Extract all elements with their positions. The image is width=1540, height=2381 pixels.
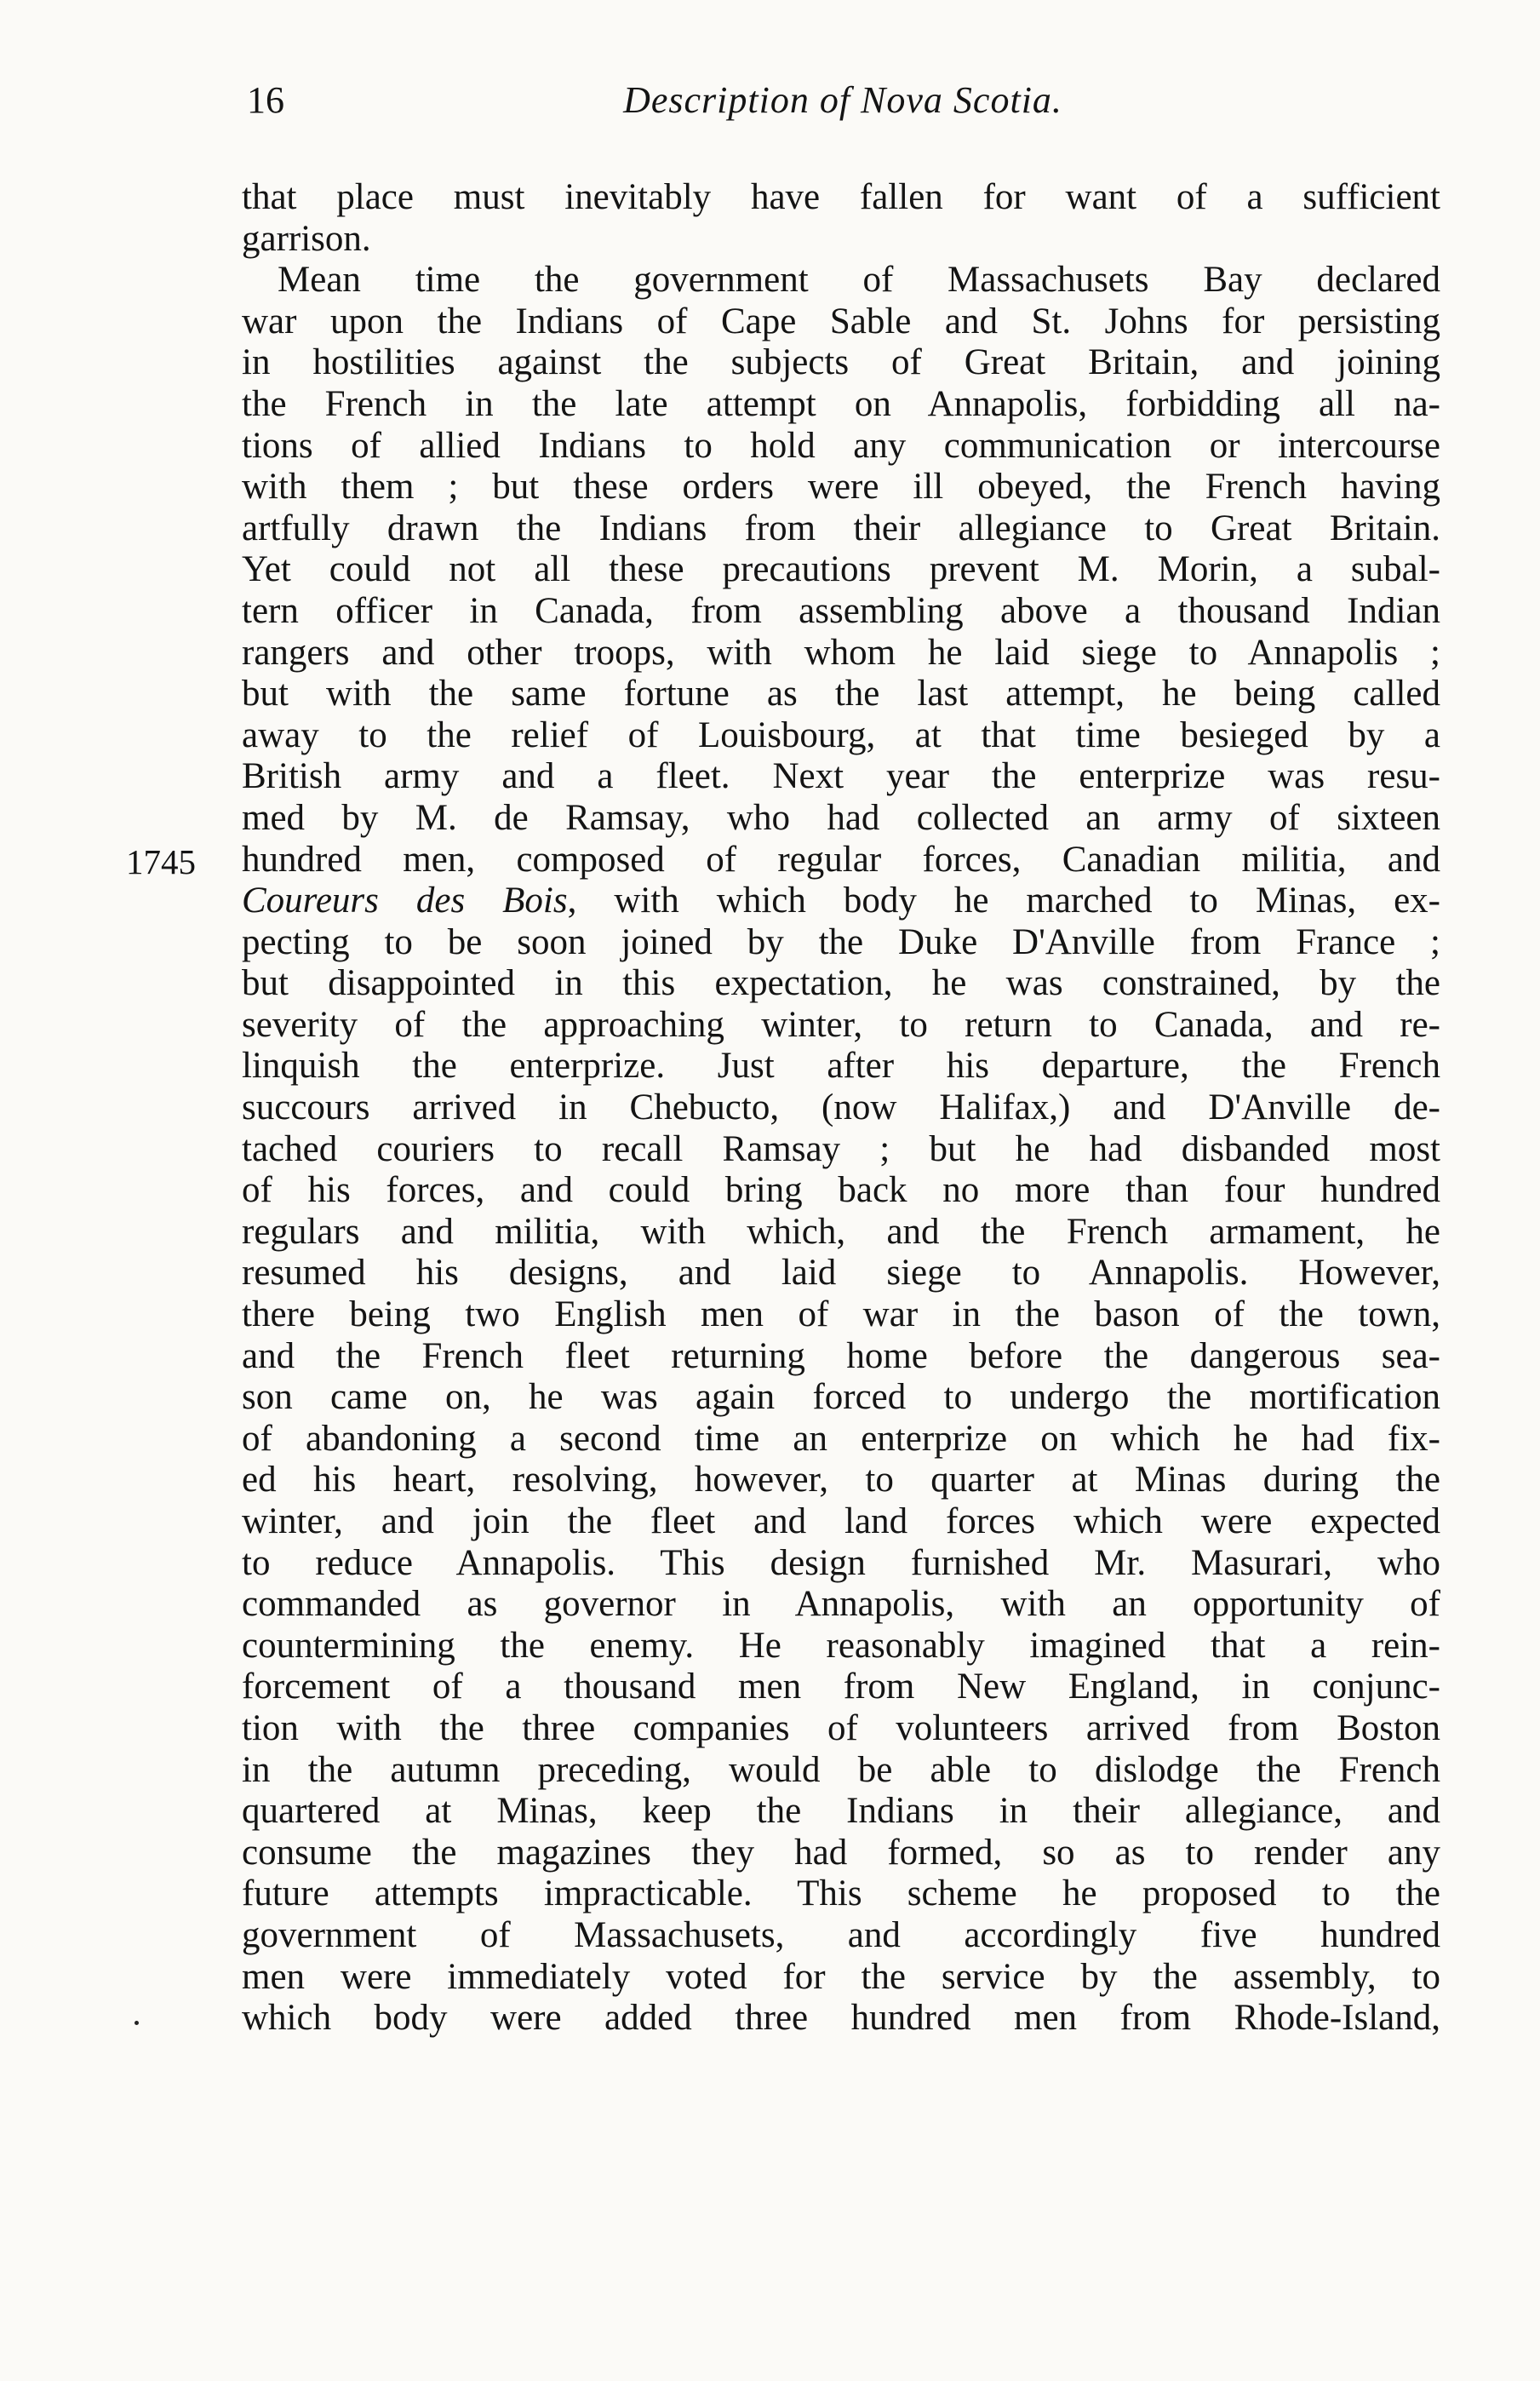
text-line: son came on, he was again forced to undergo the mortification: [242, 1377, 1440, 1418]
text-line: pecting to be soon joined by the Duke D'Anville from France ;: [242, 921, 1440, 962]
text-line: to reduce Annapolis. This design furnished Mr. Masurari, who: [242, 1542, 1440, 1583]
text-line: artfully drawn the Indians from their allegiance to Great Britain.: [242, 508, 1440, 548]
text-line: tion with the three companies of volunteers arrived from Boston: [242, 1707, 1440, 1748]
text-line: [242, 881, 1440, 922]
text-line: commanded as governor in Annapolis, with an opportunity of: [242, 1584, 1440, 1625]
text-line: rangers and other troops, with whom he laid siege to Annapolis ;: [242, 632, 1440, 673]
body-text: [242, 177, 1440, 2040]
line-segment: , with which body he marched to Minas, ex-: [567, 881, 1441, 921]
margin-year: 1745: [126, 841, 196, 881]
text-line: men were immediately voted for the service by the assembly, to: [242, 1956, 1440, 1997]
page-number: 16: [247, 79, 284, 121]
running-title: Description of Nova Scotia.: [623, 79, 1062, 121]
text-line: resumed his designs, and laid siege to Annapolis. However,: [242, 1253, 1440, 1294]
text-line: winter, and join the fleet and land forces which were expected: [242, 1501, 1440, 1541]
italic-phrase: Coureurs des Bois: [242, 881, 568, 921]
text-line: tern officer in Canada, from assembling above a thousand Indian: [242, 590, 1440, 631]
text-line: of his forces, and could bring back no more than four hundred: [242, 1170, 1440, 1211]
text-line: future attempts impracticable. This scheme he proposed to the: [242, 1873, 1440, 1914]
text-line: in hostilities against the subjects of Great Britain, and joining: [242, 342, 1440, 383]
text-line: succours arrived in Chebucto, (now Halifax,) and D'Anville de-: [242, 1087, 1440, 1128]
text-line: war upon the Indians of Cape Sable and St. Johns for persisting: [242, 301, 1440, 341]
text-line: and the French fleet returning home before the dangerous sea-: [242, 1335, 1440, 1376]
text-line: forcement of a thousand men from New England, in conjunc-: [242, 1667, 1440, 1707]
text-line: tions of allied Indians to hold any communication or intercourse: [242, 425, 1440, 466]
text-line: the French in the late attempt on Annapolis, forbidding all na-: [242, 383, 1440, 424]
text-line: in the autumn preceding, would be able to dislodge the French: [242, 1749, 1440, 1790]
text-line: away to the relief of Louisbourg, at that time besieged by a: [242, 714, 1440, 755]
text-line: ed his heart, resolving, however, to quarter at Minas during the: [242, 1460, 1440, 1500]
stray-ink-dot: [135, 2021, 139, 2025]
text-line: countermining the enemy. He reasonably imagined that a rein-: [242, 1625, 1440, 1666]
text-line: tached couriers to recall Ramsay ; but he had disbanded most: [242, 1128, 1440, 1169]
text-line: but disappointed in this expectation, he was constrained, by the: [242, 963, 1440, 1004]
page-header: [238, 78, 1447, 138]
text-line: with them ; but these orders were ill obeyed, the French having: [242, 467, 1440, 508]
text-line: Mean time the government of Massachusets Bay declared: [278, 260, 1440, 301]
text-line: hundred men, composed of regular forces, Canadian militia, and: [242, 839, 1440, 880]
text-line: severity of the approaching winter, to return to Canada, and re-: [242, 1004, 1440, 1045]
text-line: garrison.: [242, 218, 371, 259]
text-line: but with the same fortune as the last attempt, he being called: [242, 674, 1440, 714]
text-line: of abandoning a second time an enterprize on which he had fix-: [242, 1418, 1440, 1459]
text-line: med by M. de Ramsay, who had collected an army of sixteen: [242, 797, 1440, 838]
text-line: government of Massachusets, and accordingly five hundred: [242, 1914, 1440, 1955]
text-line: quartered at Minas, keep the Indians in their allegiance, and: [242, 1791, 1440, 1832]
text-line: consume the magazines they had formed, so as to render any: [242, 1832, 1440, 1873]
text-line: which body were added three hundred men from Rhode-Island,: [242, 1998, 1440, 2039]
text-line: British army and a fleet. Next year the enterprize was resu-: [242, 756, 1440, 797]
text-line: regulars and militia, with which, and the French armament, he: [242, 1211, 1440, 1252]
text-line: that place must inevitably have fallen for want of a sufficient: [242, 177, 1440, 217]
text-line: there being two English men of war in the bason of the town,: [242, 1294, 1440, 1335]
text-line: linquish the enterprize. Just after his departure, the French: [242, 1046, 1440, 1087]
text-line: Yet could not all these precautions prevent M. Morin, a subal-: [242, 549, 1440, 590]
